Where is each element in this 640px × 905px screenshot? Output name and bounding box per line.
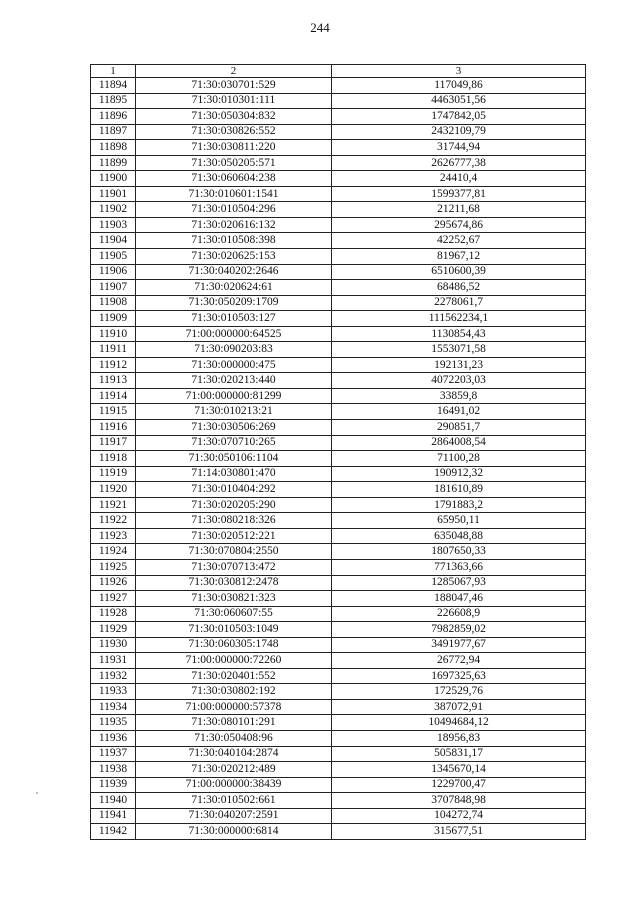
row-number-cell: 11898 xyxy=(91,140,136,156)
table-row xyxy=(91,264,586,280)
cadastral-number-cell: 71:30:030812:2478 xyxy=(136,575,332,591)
table-row xyxy=(91,528,586,544)
table-row xyxy=(91,715,586,731)
row-number-cell: 11905 xyxy=(91,249,136,265)
cadastral-value-cell: 18956,83 xyxy=(332,730,586,746)
row-number-cell: 11904 xyxy=(91,233,136,249)
table-row xyxy=(91,202,586,218)
table-row xyxy=(91,497,586,513)
cadastral-value-cell: 1553071,58 xyxy=(332,342,586,358)
table-row xyxy=(91,233,586,249)
cadastral-value-cell: 1791883,2 xyxy=(332,497,586,513)
table-row xyxy=(91,124,586,140)
cadastral-value-cell: 33859,8 xyxy=(332,388,586,404)
cadastral-value-cell: 635048,88 xyxy=(332,528,586,544)
cadastral-number-cell: 71:30:020512:221 xyxy=(136,528,332,544)
cadastral-value-cell: 6510600,39 xyxy=(332,264,586,280)
row-number-cell: 11913 xyxy=(91,373,136,389)
cadastral-number-cell: 71:30:040104:2874 xyxy=(136,746,332,762)
cadastral-number-cell: 71:00:000000:81299 xyxy=(136,388,332,404)
row-number-cell: 11918 xyxy=(91,451,136,467)
row-number-cell: 11912 xyxy=(91,357,136,373)
cadastral-value-cell: 1807650,33 xyxy=(332,544,586,560)
cadastral-value-cell: 172529,76 xyxy=(332,684,586,700)
row-number-cell: 11921 xyxy=(91,497,136,513)
table-row xyxy=(91,684,586,700)
cadastral-number-cell: 71:30:030821:323 xyxy=(136,591,332,607)
cadastral-number-cell: 71:30:010213:21 xyxy=(136,404,332,420)
cadastral-number-cell: 71:30:010502:661 xyxy=(136,793,332,809)
row-number-cell: 11897 xyxy=(91,124,136,140)
table-row xyxy=(91,171,586,187)
table-row xyxy=(91,793,586,809)
cadastral-value-cell: 81967,12 xyxy=(332,249,586,265)
cadastral-number-cell: 71:30:050209:1709 xyxy=(136,295,332,311)
row-number-cell: 11919 xyxy=(91,466,136,482)
row-number-cell: 11902 xyxy=(91,202,136,218)
row-number-cell: 11928 xyxy=(91,606,136,622)
table-row xyxy=(91,186,586,202)
cadastral-value-cell: 315677,51 xyxy=(332,824,586,840)
cadastral-value-cell: 4463051,56 xyxy=(332,93,586,109)
table-row xyxy=(91,808,586,824)
row-number-cell: 11936 xyxy=(91,730,136,746)
row-number-cell: 11916 xyxy=(91,420,136,436)
cadastral-value-cell: 24410,4 xyxy=(332,171,586,187)
row-number-cell: 11914 xyxy=(91,388,136,404)
cadastral-number-cell: 71:30:020205:290 xyxy=(136,497,332,513)
row-number-cell: 11910 xyxy=(91,326,136,342)
table-row xyxy=(91,155,586,171)
cadastral-value-cell: 117049,86 xyxy=(332,78,586,94)
cadastral-number-cell: 71:30:060305:1748 xyxy=(136,637,332,653)
cadastral-number-cell: 71:30:090203:83 xyxy=(136,342,332,358)
cadastral-number-cell: 71:30:030701:529 xyxy=(136,78,332,94)
table-row xyxy=(91,730,586,746)
cadastral-value-cell: 181610,89 xyxy=(332,482,586,498)
row-number-cell: 11922 xyxy=(91,513,136,529)
row-number-cell: 11896 xyxy=(91,109,136,125)
row-number-cell: 11940 xyxy=(91,793,136,809)
cadastral-number-cell: 71:30:020625:153 xyxy=(136,249,332,265)
row-number-cell: 11915 xyxy=(91,404,136,420)
cadastral-number-cell: 71:00:000000:72260 xyxy=(136,653,332,669)
cadastral-number-cell: 71:30:010601:1541 xyxy=(136,186,332,202)
table-row xyxy=(91,544,586,560)
cadastral-number-cell: 71:30:020616:132 xyxy=(136,217,332,233)
cadastral-number-cell: 71:30:010503:127 xyxy=(136,311,332,327)
row-number-cell: 11923 xyxy=(91,528,136,544)
cadastral-number-cell: 71:14:030801:470 xyxy=(136,466,332,482)
table-row xyxy=(91,357,586,373)
cadastral-number-cell: 71:30:070713:472 xyxy=(136,559,332,575)
row-number-cell: 11929 xyxy=(91,622,136,638)
table-row xyxy=(91,373,586,389)
cadastral-value-cell: 111562234,1 xyxy=(332,311,586,327)
row-number-cell: 11937 xyxy=(91,746,136,762)
cadastral-number-cell: 71:30:010508:398 xyxy=(136,233,332,249)
cadastral-number-cell: 71:30:080101:291 xyxy=(136,715,332,731)
row-number-cell: 11906 xyxy=(91,264,136,280)
row-number-cell: 11942 xyxy=(91,824,136,840)
table-row xyxy=(91,668,586,684)
row-number-cell: 11917 xyxy=(91,435,136,451)
scan-speck xyxy=(36,792,38,794)
cadastral-value-cell: 192131,23 xyxy=(332,357,586,373)
row-number-cell: 11932 xyxy=(91,668,136,684)
row-number-cell: 11941 xyxy=(91,808,136,824)
table-row xyxy=(91,78,586,94)
table-row xyxy=(91,762,586,778)
cadastral-value-cell: 2626777,38 xyxy=(332,155,586,171)
cadastral-value-cell: 71100,28 xyxy=(332,451,586,467)
table-row xyxy=(91,824,586,840)
cadastral-number-cell: 71:30:070804:2550 xyxy=(136,544,332,560)
column-header-2: 2 xyxy=(136,65,332,78)
cadastral-number-cell: 71:30:020401:552 xyxy=(136,668,332,684)
row-number-cell: 11911 xyxy=(91,342,136,358)
cadastral-value-cell: 3491977,67 xyxy=(332,637,586,653)
cadastral-value-cell: 505831,17 xyxy=(332,746,586,762)
row-number-cell: 11920 xyxy=(91,482,136,498)
cadastral-value-cell: 26772,94 xyxy=(332,653,586,669)
table-row xyxy=(91,342,586,358)
cadastral-value-cell: 2432109,79 xyxy=(332,124,586,140)
cadastral-number-cell: 71:30:030811:220 xyxy=(136,140,332,156)
row-number-cell: 11925 xyxy=(91,559,136,575)
table-row xyxy=(91,637,586,653)
cadastral-value-cell: 226608,9 xyxy=(332,606,586,622)
cadastral-value-cell: 387072,91 xyxy=(332,699,586,715)
cadastral-value-cell: 1130854,43 xyxy=(332,326,586,342)
cadastral-number-cell: 71:30:040202:2646 xyxy=(136,264,332,280)
row-number-cell: 11900 xyxy=(91,171,136,187)
table-row xyxy=(91,420,586,436)
table-row xyxy=(91,217,586,233)
cadastral-number-cell: 71:30:060607:55 xyxy=(136,606,332,622)
row-number-cell: 11939 xyxy=(91,777,136,793)
table-row xyxy=(91,559,586,575)
row-number-cell: 11909 xyxy=(91,311,136,327)
cadastral-value-cell: 1697325,63 xyxy=(332,668,586,684)
table-row xyxy=(91,591,586,607)
cadastral-number-cell: 71:30:020213:440 xyxy=(136,373,332,389)
cadastral-value-cell: 16491,02 xyxy=(332,404,586,420)
table-row xyxy=(91,280,586,296)
cadastral-value-cell: 2278061,7 xyxy=(332,295,586,311)
row-number-cell: 11933 xyxy=(91,684,136,700)
column-header-3: 3 xyxy=(332,65,586,78)
cadastral-value-cell: 4072203,03 xyxy=(332,373,586,389)
cadastral-number-cell: 71:30:010503:1049 xyxy=(136,622,332,638)
cadastral-number-cell: 71:30:060604:238 xyxy=(136,171,332,187)
cadastral-value-cell: 188047,46 xyxy=(332,591,586,607)
table-row xyxy=(91,777,586,793)
cadastral-value-cell: 31744,94 xyxy=(332,140,586,156)
cadastral-value-cell: 1747842,05 xyxy=(332,109,586,125)
cadastral-value-cell: 290851,7 xyxy=(332,420,586,436)
cadastral-number-cell: 71:30:050106:1104 xyxy=(136,451,332,467)
row-number-cell: 11926 xyxy=(91,575,136,591)
row-number-cell: 11930 xyxy=(91,637,136,653)
table-row xyxy=(91,513,586,529)
cadastral-number-cell: 71:30:010504:296 xyxy=(136,202,332,218)
table-row xyxy=(91,249,586,265)
cadastral-value-cell: 104272,74 xyxy=(332,808,586,824)
cadastral-number-cell: 71:30:010404:292 xyxy=(136,482,332,498)
cadastral-number-cell: 71:30:050304:832 xyxy=(136,109,332,125)
cadastral-value-cell: 21211,68 xyxy=(332,202,586,218)
table-row xyxy=(91,311,586,327)
table-row xyxy=(91,295,586,311)
cadastral-number-cell: 71:30:050408:96 xyxy=(136,730,332,746)
table-row xyxy=(91,326,586,342)
table-row xyxy=(91,622,586,638)
cadastral-value-cell: 68486,52 xyxy=(332,280,586,296)
row-number-cell: 11935 xyxy=(91,715,136,731)
cadastral-number-cell: 71:30:070710:265 xyxy=(136,435,332,451)
cadastral-number-cell: 71:30:010301:111 xyxy=(136,93,332,109)
cadastral-number-cell: 71:30:000000:475 xyxy=(136,357,332,373)
cadastral-value-cell: 42252,67 xyxy=(332,233,586,249)
cadastral-value-cell: 1345670,14 xyxy=(332,762,586,778)
page-number: 244 xyxy=(310,20,330,35)
row-number-cell: 11903 xyxy=(91,217,136,233)
row-number-cell: 11907 xyxy=(91,280,136,296)
row-number-cell: 11931 xyxy=(91,653,136,669)
cadastral-value-cell: 295674,86 xyxy=(332,217,586,233)
table-row xyxy=(91,451,586,467)
table-row xyxy=(91,466,586,482)
cadastral-value-cell: 2864008,54 xyxy=(332,435,586,451)
cadastral-value-cell: 65950,11 xyxy=(332,513,586,529)
row-number-cell: 11924 xyxy=(91,544,136,560)
table-row xyxy=(91,699,586,715)
table-row xyxy=(91,482,586,498)
cadastral-value-cell: 7982859,02 xyxy=(332,622,586,638)
table-row xyxy=(91,746,586,762)
table-row xyxy=(91,435,586,451)
cadastral-number-cell: 71:00:000000:38439 xyxy=(136,777,332,793)
cadastral-number-cell: 71:30:080218:326 xyxy=(136,513,332,529)
row-number-cell: 11899 xyxy=(91,155,136,171)
cadastral-number-cell: 71:30:040207:2591 xyxy=(136,808,332,824)
table-row xyxy=(91,109,586,125)
row-number-cell: 11901 xyxy=(91,186,136,202)
table-row xyxy=(91,575,586,591)
cadastral-number-cell: 71:30:020624:61 xyxy=(136,280,332,296)
table-row xyxy=(91,140,586,156)
cadastral-number-cell: 71:30:030826:552 xyxy=(136,124,332,140)
table-body xyxy=(91,78,586,840)
row-number-cell: 11908 xyxy=(91,295,136,311)
cadastral-number-cell: 71:30:020212:489 xyxy=(136,762,332,778)
cadastral-value-cell: 1599377,81 xyxy=(332,186,586,202)
cadastral-number-cell: 71:00:000000:57378 xyxy=(136,699,332,715)
table-row xyxy=(91,653,586,669)
table-row xyxy=(91,388,586,404)
row-number-cell: 11895 xyxy=(91,93,136,109)
row-number-cell: 11894 xyxy=(91,78,136,94)
table-row xyxy=(91,93,586,109)
cadastral-value-cell: 771363,66 xyxy=(332,559,586,575)
table-header-row xyxy=(91,65,586,78)
cadastral-value-cell: 3707848,98 xyxy=(332,793,586,809)
table-row xyxy=(91,606,586,622)
row-number-cell: 11934 xyxy=(91,699,136,715)
cadastral-number-cell: 71:30:050205:571 xyxy=(136,155,332,171)
cadastral-number-cell: 71:30:000000:6814 xyxy=(136,824,332,840)
table-row xyxy=(91,404,586,420)
cadastral-number-cell: 71:30:030506:269 xyxy=(136,420,332,436)
cadastral-value-cell: 1229700,47 xyxy=(332,777,586,793)
cadastral-number-cell: 71:30:030802:192 xyxy=(136,684,332,700)
cadastral-value-cell: 190912,32 xyxy=(332,466,586,482)
row-number-cell: 11938 xyxy=(91,762,136,778)
cadastral-value-cell: 10494684,12 xyxy=(332,715,586,731)
row-number-cell: 11927 xyxy=(91,591,136,607)
cadastral-number-cell: 71:00:000000:64525 xyxy=(136,326,332,342)
cadastral-value-table xyxy=(90,64,586,840)
cadastral-value-cell: 1285067,93 xyxy=(332,575,586,591)
column-header-1: 1 xyxy=(91,65,136,78)
